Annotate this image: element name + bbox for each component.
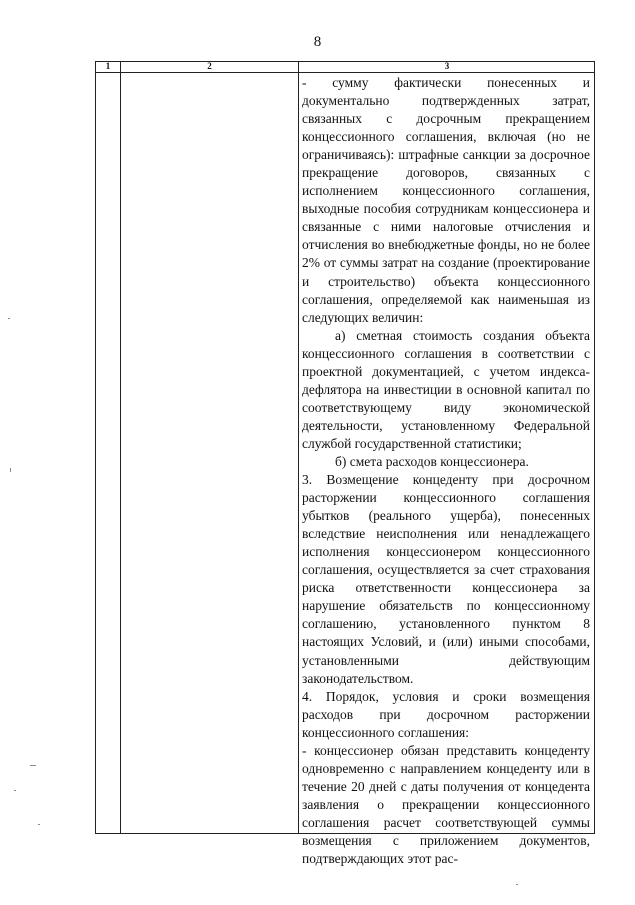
- page-number: 8: [313, 34, 322, 50]
- scan-speck: [38, 824, 40, 825]
- paragraph-obligation: - концессионер обязан представить концеденту одновременно с направлением концеденту или в течение 20 дней с даты получения от концедента заявления о прекращении концессионного соглашения расчет соответствующей суммы возмещения с приложением документов, подтверждающих этот рас-: [302, 742, 590, 867]
- scan-speck: [516, 884, 518, 885]
- paragraph-costs: - сумму фактически понесенных и документально подтвержденных затрат, связанных с досрочным прекращением концессионного соглашения, включая (но не ограничиваясь): штрафные санкции за досрочное прекращение договоров, связанных с исполнением концессионного соглашения, выходные пособия сотрудникам концессионера и связанные с ними налоговые отчисления и отчисления во внебюджетные фонды, но не более 2% от суммы затрат на создание (проектирование и строительство) объекта концессионного соглашения, определяемой как наименьшая из следующих величин:: [302, 75, 590, 325]
- header-cell-3: 3: [444, 61, 450, 71]
- paragraph-section-3: 3. Возмещение концеденту при досрочном расторжении концессионного соглашения убытков (реального ущерба), понесенных вследствие неисполнения или ненадлежащего исполнения концессионером концессионного соглашения, осуществляется за счет страхования риска ответственности концессионера за нарушение обязательств по концессионному соглашению, установленного пунктом 8 настоящих Условий, и (или) иными способами, установленными действующим законодательством.: [302, 472, 590, 686]
- header-cell-1: 1: [105, 61, 111, 71]
- scan-speck: [10, 468, 11, 472]
- document-table: [95, 61, 595, 867]
- column-divider-1: [120, 62, 121, 833]
- scan-speck: [8, 318, 10, 319]
- paragraph-item-b: б) смета расходов концессионера.: [335, 453, 529, 469]
- column-divider-2: [298, 62, 299, 833]
- paragraph-section-4: 4. Порядок, условия и сроки возмещения расходов при досрочном расторжении концессионного соглашения:: [302, 688, 590, 740]
- column-3-text: [302, 74, 590, 868]
- scan-speck: [30, 765, 36, 766]
- header-cell-2: 2: [207, 61, 212, 71]
- scan-speck: [14, 790, 16, 791]
- paragraph-item-a: а) сметная стоимость создания объекта концессионного соглашения в соответствии с проектной документацией, с учетом индекса-дефлятора на инвестиции в основной капитал по соответствующему виду экономической деятельности, установленному Федеральной службой государственной статистики;: [302, 327, 590, 451]
- table-header-row: [96, 62, 594, 73]
